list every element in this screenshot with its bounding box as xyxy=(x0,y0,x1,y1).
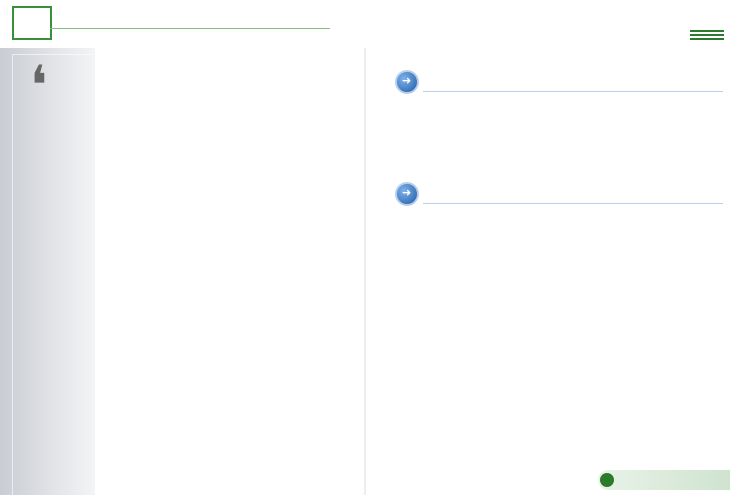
right-page xyxy=(385,0,730,495)
section-banner-intro xyxy=(395,182,720,206)
section-underline xyxy=(423,91,723,92)
company-logo xyxy=(12,6,52,40)
arrow-badge-icon xyxy=(395,182,419,206)
page-spine xyxy=(364,48,366,495)
page-footer xyxy=(598,470,730,490)
quote-mark-icon: ❛ xyxy=(30,54,48,117)
page-number xyxy=(600,473,614,487)
header-divider xyxy=(50,28,330,29)
section-banner-preface xyxy=(395,70,720,94)
section-underline xyxy=(423,203,723,204)
left-decorative-band xyxy=(0,48,95,495)
arrow-badge-icon xyxy=(395,70,419,94)
